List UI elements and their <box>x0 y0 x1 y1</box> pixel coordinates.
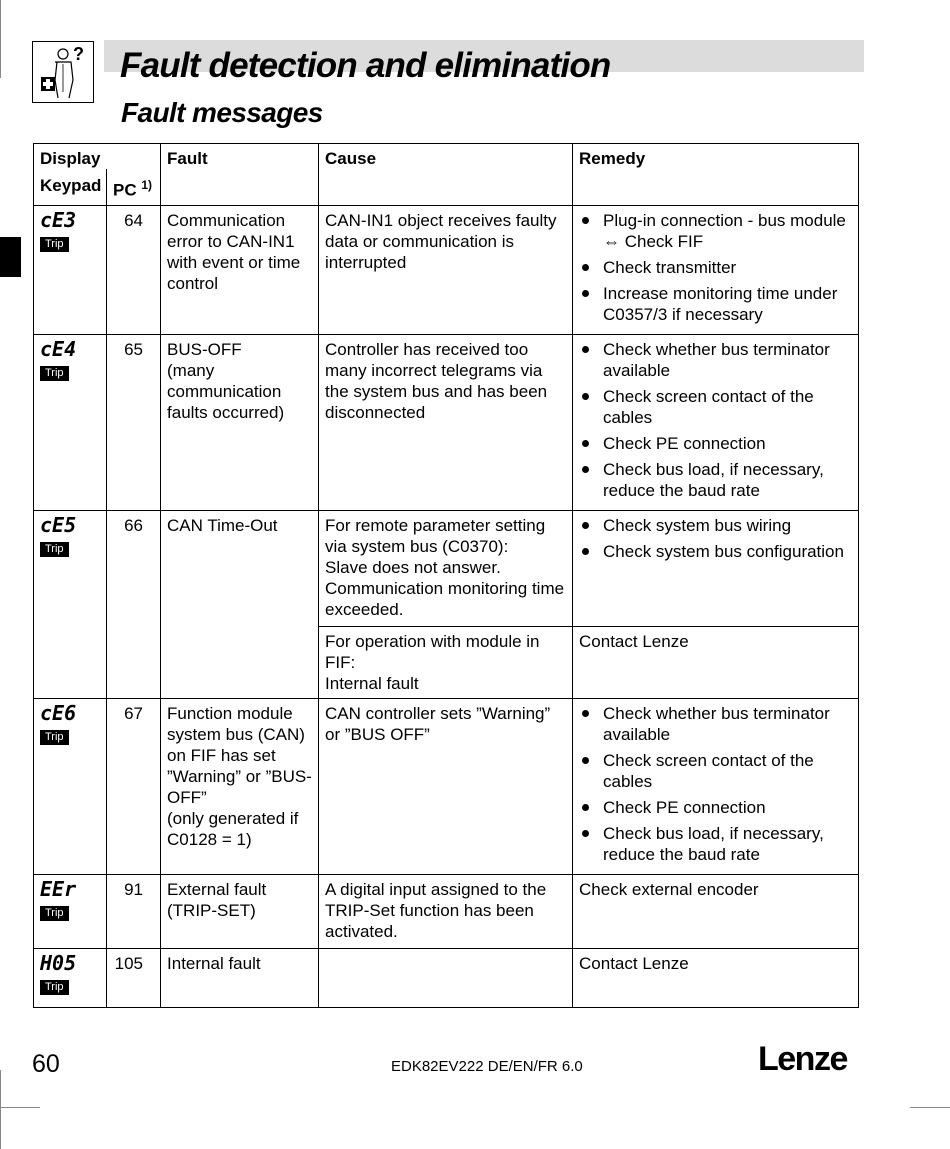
cause-cell <box>319 698 573 874</box>
keypad-code: cE4 <box>40 336 77 361</box>
remedy-item: Check PE connection <box>579 433 852 454</box>
table-row <box>34 510 859 626</box>
fault-cell <box>161 874 319 948</box>
remedy-item: Check system bus wiring <box>579 515 852 536</box>
remedy-cell <box>573 698 859 874</box>
remedy-item: Check bus load, if necessary, reduce the baud rate <box>579 459 852 501</box>
fault-text: (only generated if C0128 = 1) <box>167 808 299 849</box>
keypad-cell <box>34 510 107 698</box>
trip-badge: Trip <box>40 906 69 921</box>
chapter-tab <box>0 237 21 277</box>
remedy-cell: Contact Lenze <box>573 948 859 1007</box>
cause-cell <box>319 874 573 948</box>
page-title: Fault detection and elimination <box>120 46 611 85</box>
keypad-code: cE5 <box>40 512 77 537</box>
table-row <box>34 874 859 948</box>
keypad-cell <box>34 334 107 510</box>
remedy-cell <box>573 510 859 626</box>
keypad-cell <box>34 874 107 948</box>
remedy-item: Check screen contact of the cables <box>579 386 852 428</box>
keypad-code: cE6 <box>40 700 77 725</box>
fault-cell <box>161 698 319 874</box>
keypad-cell <box>34 948 107 1007</box>
cause-text: Slave does not answer. <box>325 557 501 577</box>
table-row <box>34 205 859 334</box>
header-keypad: Keypad <box>34 169 107 205</box>
fault-cell <box>161 205 319 334</box>
remedy-item: Plug-in connection - bus module ⇔ Check FIF <box>579 210 852 252</box>
cause-text: Controller has received too many incorrect telegrams via the system bus and has been disconnected <box>325 339 548 422</box>
remedy-item: Check PE connection <box>579 797 852 818</box>
table-row <box>34 948 859 1007</box>
cause-text: CAN controller sets ”Warning” or ”BUS OFF” <box>325 703 551 744</box>
cause-text: For remote parameter setting via system bus (C0370): <box>325 515 546 556</box>
trip-badge: Trip <box>40 730 69 745</box>
header-pc-footnote: 1) <box>141 178 153 192</box>
pc-code: 64 <box>107 205 161 334</box>
cause-text: CAN-IN1 object receives faulty data or communication is interrupted <box>325 210 557 272</box>
trip-badge: Trip <box>40 542 69 557</box>
lenze-logo: Lenze <box>758 1040 847 1078</box>
keypad-code: H05 <box>40 950 77 975</box>
fault-text: External fault (TRIP-SET) <box>167 879 267 920</box>
table-header-row <box>34 144 859 170</box>
cause-text: Internal fault <box>325 673 419 693</box>
trip-badge: Trip <box>40 366 69 381</box>
cause-cell <box>319 948 573 1007</box>
fault-text: Communication error to CAN-IN1 with event or time control <box>167 210 301 293</box>
remedy-cell <box>573 334 859 510</box>
header-pc-label: PC <box>113 180 137 200</box>
page-subtitle: Fault messages <box>121 97 323 128</box>
fault-text: Function module system bus (CAN) on FIF has set ”Warning” or ”BUS-OFF” <box>167 703 312 807</box>
cause-cell <box>319 205 573 334</box>
keypad-cell <box>34 698 107 874</box>
remedy-item: Check whether bus terminator available <box>579 703 852 745</box>
header-fault: Fault <box>161 144 319 206</box>
fault-text: Internal fault <box>167 953 261 973</box>
remedy-cell: Contact Lenze <box>573 626 859 698</box>
remedy-item: Check bus load, if necessary, reduce the baud rate <box>579 823 852 865</box>
remedy-cell: Check external encoder <box>573 874 859 948</box>
fault-messages-table <box>33 143 859 1008</box>
cause-text: For operation with module in FIF: <box>325 631 540 672</box>
cause-text: A digital input assigned to the TRIP-Set function has been activated. <box>325 879 547 941</box>
cause-cell <box>319 510 573 626</box>
fault-cell <box>161 948 319 1007</box>
crop-mark <box>0 0 1 78</box>
remedy-item: Check screen contact of the cables <box>579 750 852 792</box>
remedy-item: Check transmitter <box>579 257 852 278</box>
person-question-first-aid-icon <box>32 41 94 103</box>
page-number: 60 <box>32 1050 60 1078</box>
cause-text: Communication monitoring time exceeded. <box>325 578 565 619</box>
crop-mark <box>0 1070 1 1149</box>
keypad-code: cE3 <box>40 207 77 232</box>
keypad-cell <box>34 205 107 334</box>
cause-cell <box>319 334 573 510</box>
header-remedy: Remedy <box>573 144 859 206</box>
table-row <box>34 698 859 874</box>
fault-cell <box>161 510 319 698</box>
pc-code: 91 <box>107 874 161 948</box>
pc-code: 67 <box>107 698 161 874</box>
crop-mark <box>910 1107 950 1108</box>
header-cause: Cause <box>319 144 573 206</box>
pc-code: 66 <box>107 510 161 698</box>
trip-badge: Trip <box>40 980 69 995</box>
pc-code: 65 <box>107 334 161 510</box>
keypad-code: EEr <box>40 876 77 901</box>
fault-text: (many communication faults occurred) <box>167 360 285 422</box>
remedy-item: Check whether bus terminator available <box>579 339 852 381</box>
table-row <box>34 334 859 510</box>
crop-mark <box>0 1107 40 1108</box>
header-display: Display <box>34 144 161 170</box>
svg-text:?: ? <box>73 44 84 64</box>
trip-badge: Trip <box>40 237 69 252</box>
remedy-item: Increase monitoring time under C0357/3 if necessary <box>579 283 852 325</box>
fault-text: CAN Time-Out <box>167 515 278 535</box>
fault-cell <box>161 334 319 510</box>
remedy-cell <box>573 205 859 334</box>
cause-cell <box>319 626 573 698</box>
fault-text: BUS-OFF <box>167 339 242 359</box>
remedy-item: Check system bus configuration <box>579 541 852 562</box>
pc-code: 105 <box>107 948 161 1007</box>
document-code: EDK82EV222 DE/EN/FR 6.0 <box>391 1058 583 1075</box>
header-pc <box>107 169 161 205</box>
